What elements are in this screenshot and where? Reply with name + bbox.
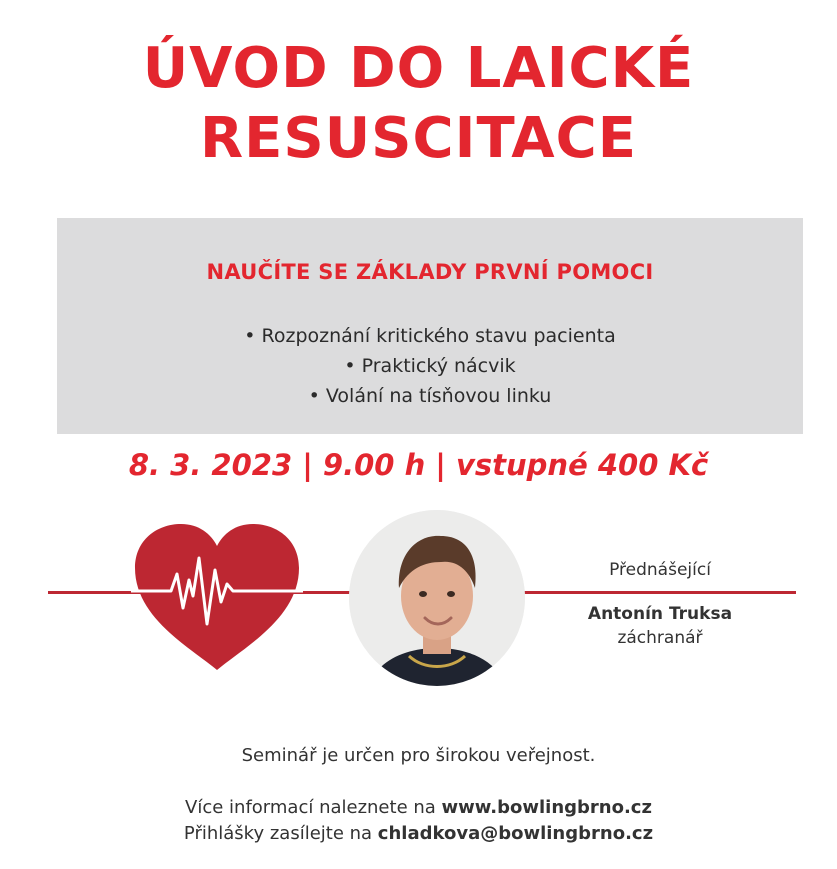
speaker-job-title: záchranář — [617, 628, 703, 648]
heart-with-pulse-icon — [131, 522, 303, 672]
application-text: Přihlášky zasílejte na — [183, 823, 378, 844]
more-info-text: Více informací naleznete na — [185, 797, 442, 818]
speaker-name: Antonín Truksa — [587, 604, 733, 624]
title-line-2: RESUSCITACE — [200, 106, 637, 171]
event-details: 8. 3. 2023 | 9.00 h | vstupné 400 Kč — [128, 448, 709, 482]
topic-item: • Volání na tísňovou linku — [57, 381, 803, 411]
audience-note: Seminář je určen pro širokou veřejnost. — [241, 745, 596, 766]
course-topics-list — [57, 321, 803, 411]
topic-item: • Rozpoznání kritického stavu pacienta — [57, 321, 803, 351]
course-info-box — [57, 218, 803, 434]
speaker-portrait-illustration — [349, 510, 525, 686]
page-title — [0, 34, 837, 174]
application-line — [0, 821, 837, 847]
course-heading: NAUČÍTE SE ZÁKLADY PRVNÍ POMOCI — [206, 260, 654, 284]
topic-item: • Praktický nácvik — [57, 351, 803, 381]
speaker-role-label: Přednášející — [609, 560, 711, 580]
email-link[interactable]: chladkova@bowlingbrno.cz — [377, 823, 654, 844]
title-line-1: ÚVOD DO LAICKÉ — [142, 36, 695, 101]
more-info-line — [0, 795, 837, 821]
website-link[interactable]: www.bowlingbrno.cz — [441, 797, 652, 818]
speaker-portrait — [349, 510, 525, 686]
